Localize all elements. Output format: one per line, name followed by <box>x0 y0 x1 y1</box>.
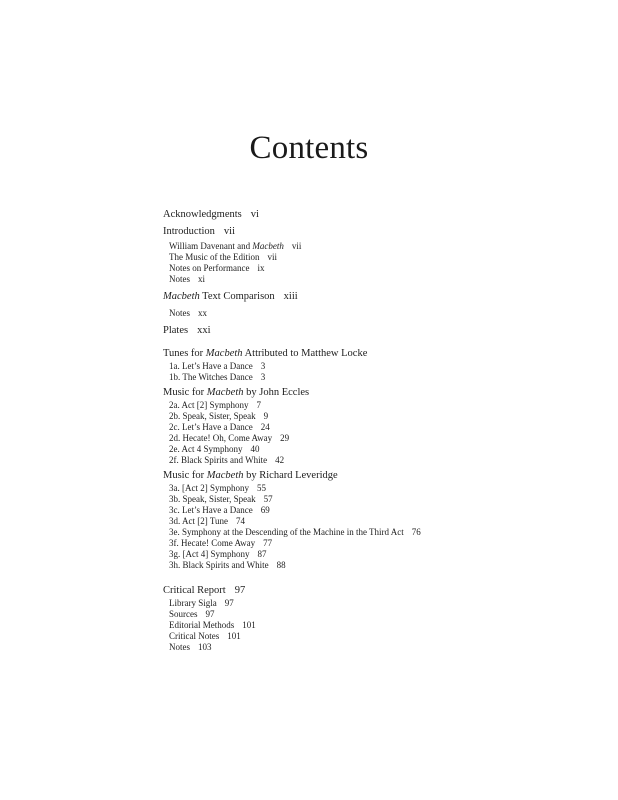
toc-subentry <box>163 642 583 653</box>
toc-subentry <box>163 308 583 319</box>
toc-entry-label: Text Comparison <box>199 291 275 302</box>
toc-subentry <box>163 598 583 609</box>
toc-subentry-label: Critical Notes <box>169 631 220 641</box>
toc-subentry-label: Editorial Methods <box>169 620 235 630</box>
toc-section-eccles <box>163 385 583 400</box>
toc-subentry-label: The Music of the Edition <box>169 252 260 262</box>
toc-page-number: 97 <box>205 609 215 619</box>
toc-page-number: xi <box>198 274 206 284</box>
toc-subentry <box>163 372 583 383</box>
toc-page-number: 3 <box>260 361 266 371</box>
toc-page-number: 103 <box>198 642 212 652</box>
toc-subentry-label: 2b. Speak, Sister, Speak <box>169 411 256 421</box>
toc-section-italic: Macbeth <box>205 348 243 359</box>
toc-subentry-label: 3d. Act [2] Tune <box>169 516 229 526</box>
toc-page-number: 29 <box>280 433 290 443</box>
toc-entry-introduction <box>163 224 583 239</box>
toc-page-number: 40 <box>250 444 260 454</box>
toc-section-italic: Macbeth <box>206 470 244 481</box>
toc-section-label: Tunes for <box>163 348 206 359</box>
toc-page-number: 101 <box>227 631 241 641</box>
toc-page-number: 9 <box>263 411 269 421</box>
toc-subentry-label: 2c. Let’s Have a Dance <box>169 422 253 432</box>
toc-subentry-label: 3b. Speak, Sister, Speak <box>169 494 256 504</box>
toc-page-number: 42 <box>275 455 285 465</box>
toc-section-locke <box>163 346 583 361</box>
toc-subentry-label: Notes <box>169 308 190 318</box>
toc-page-number: vi <box>250 209 259 220</box>
toc-page-number: xiii <box>283 291 298 302</box>
toc-subentry-label: 2e. Act 4 Symphony <box>169 444 243 454</box>
toc-section-leveridge <box>163 468 583 483</box>
toc-page-number: ix <box>257 263 265 273</box>
toc-entry-label: Introduction <box>163 226 215 237</box>
toc-subentry <box>163 444 583 455</box>
toc-subentry <box>163 455 583 466</box>
toc-subentry <box>163 560 583 571</box>
toc-subentry-label: 3g. [Act 4] Symphony <box>169 549 250 559</box>
toc-subentry <box>163 631 583 642</box>
toc-subentry <box>163 516 583 527</box>
toc-section-label: Music for <box>163 470 207 481</box>
toc-entry-label: Plates <box>163 325 189 336</box>
page-title: Contents <box>249 130 369 166</box>
toc-page-number: 24 <box>260 422 270 432</box>
toc-subentry-label: 1b. The Witches Dance <box>169 372 253 382</box>
toc-subentry-label: 2f. Black Spirits and White <box>169 455 268 465</box>
toc-page-number: 7 <box>256 400 261 410</box>
toc-section-label: by John Eccles <box>243 387 310 398</box>
toc-subentry-label: 2a. Act [2] Symphony <box>169 400 249 410</box>
toc-section-italic: Macbeth <box>206 387 244 398</box>
toc-page-number: vii <box>291 241 302 251</box>
toc-subentry-italic: Macbeth <box>252 241 284 251</box>
toc-subentry <box>163 494 583 505</box>
introduction-subentries <box>163 241 583 285</box>
toc-entry-label: Acknowledgments <box>163 209 242 220</box>
toc-subentry-label: Notes on Performance <box>169 263 250 273</box>
toc-subentry <box>163 411 583 422</box>
toc-subentry-label: 3h. Black Spirits and White <box>169 560 269 570</box>
toc-subentry <box>163 433 583 444</box>
toc-subentry-label: Library Sigla <box>169 598 217 608</box>
toc-subentry <box>163 400 583 411</box>
toc-subentry <box>163 252 583 263</box>
table-of-contents <box>163 207 583 653</box>
toc-subentry <box>163 422 583 433</box>
toc-page-number: 76 <box>411 527 421 537</box>
toc-page-number: xxi <box>197 325 211 336</box>
locke-items <box>163 361 583 383</box>
toc-subentry <box>163 483 583 494</box>
eccles-items <box>163 400 583 466</box>
toc-page-number: 57 <box>263 494 273 504</box>
toc-subentry-label: 1a. Let’s Have a Dance <box>169 361 253 371</box>
toc-page-number: 55 <box>257 483 266 493</box>
toc-subentry-label: 3e. Symphony at the Descending of the Machine in the Third Act <box>169 527 404 537</box>
toc-subentry-label: 3f. Hecate! Come Away <box>169 538 256 548</box>
toc-page-number: 97 <box>224 598 234 608</box>
critical-report-items <box>163 598 583 653</box>
toc-page-number: vii <box>267 252 277 262</box>
toc-subentry <box>163 361 583 372</box>
toc-subentry <box>163 274 583 285</box>
toc-page-number: 87 <box>257 549 267 559</box>
toc-entry-text-comparison <box>163 289 583 304</box>
toc-page-number: xx <box>198 308 207 318</box>
toc-subentry <box>163 538 583 549</box>
toc-entry-critical-report <box>163 583 583 598</box>
toc-page-number: 77 <box>263 538 273 548</box>
toc-section-label: by Richard Leveridge <box>243 470 338 481</box>
toc-subentry-label: Sources <box>169 609 198 619</box>
toc-page-number: 97 <box>234 585 246 596</box>
toc-subentry-label: Notes <box>169 274 190 284</box>
toc-subentry-label: 2d. Hecate! Oh, Come Away <box>169 433 273 443</box>
toc-entry-acknowledgments <box>163 207 583 222</box>
toc-section-label: Attributed to Matthew Locke <box>242 348 368 359</box>
toc-subentry <box>163 549 583 560</box>
toc-subentry-label: Notes <box>169 642 190 652</box>
toc-page-number: 74 <box>236 516 246 526</box>
toc-page-number: vii <box>223 226 235 237</box>
toc-subentry <box>163 505 583 516</box>
toc-subentry-label: 3a. [Act 2] Symphony <box>169 483 249 493</box>
toc-subentry-label: 3c. Let’s Have a Dance <box>169 505 253 515</box>
toc-page-number: 3 <box>260 372 266 382</box>
toc-subentry <box>163 620 583 631</box>
toc-section-label: Music for <box>163 387 207 398</box>
toc-subentry <box>163 609 583 620</box>
leveridge-items <box>163 483 583 571</box>
toc-subentry <box>163 241 583 252</box>
toc-entry-italic: Macbeth <box>163 291 200 302</box>
toc-entry-label: Critical Report <box>163 585 226 596</box>
toc-page-number: 88 <box>276 560 286 570</box>
toc-page-number: 69 <box>260 505 270 515</box>
toc-subentry-label: William Davenant and <box>169 241 253 251</box>
toc-subentry <box>163 263 583 274</box>
toc-page-number: 101 <box>242 620 256 630</box>
toc-subentry <box>163 527 583 538</box>
toc-entry-plates <box>163 323 583 338</box>
